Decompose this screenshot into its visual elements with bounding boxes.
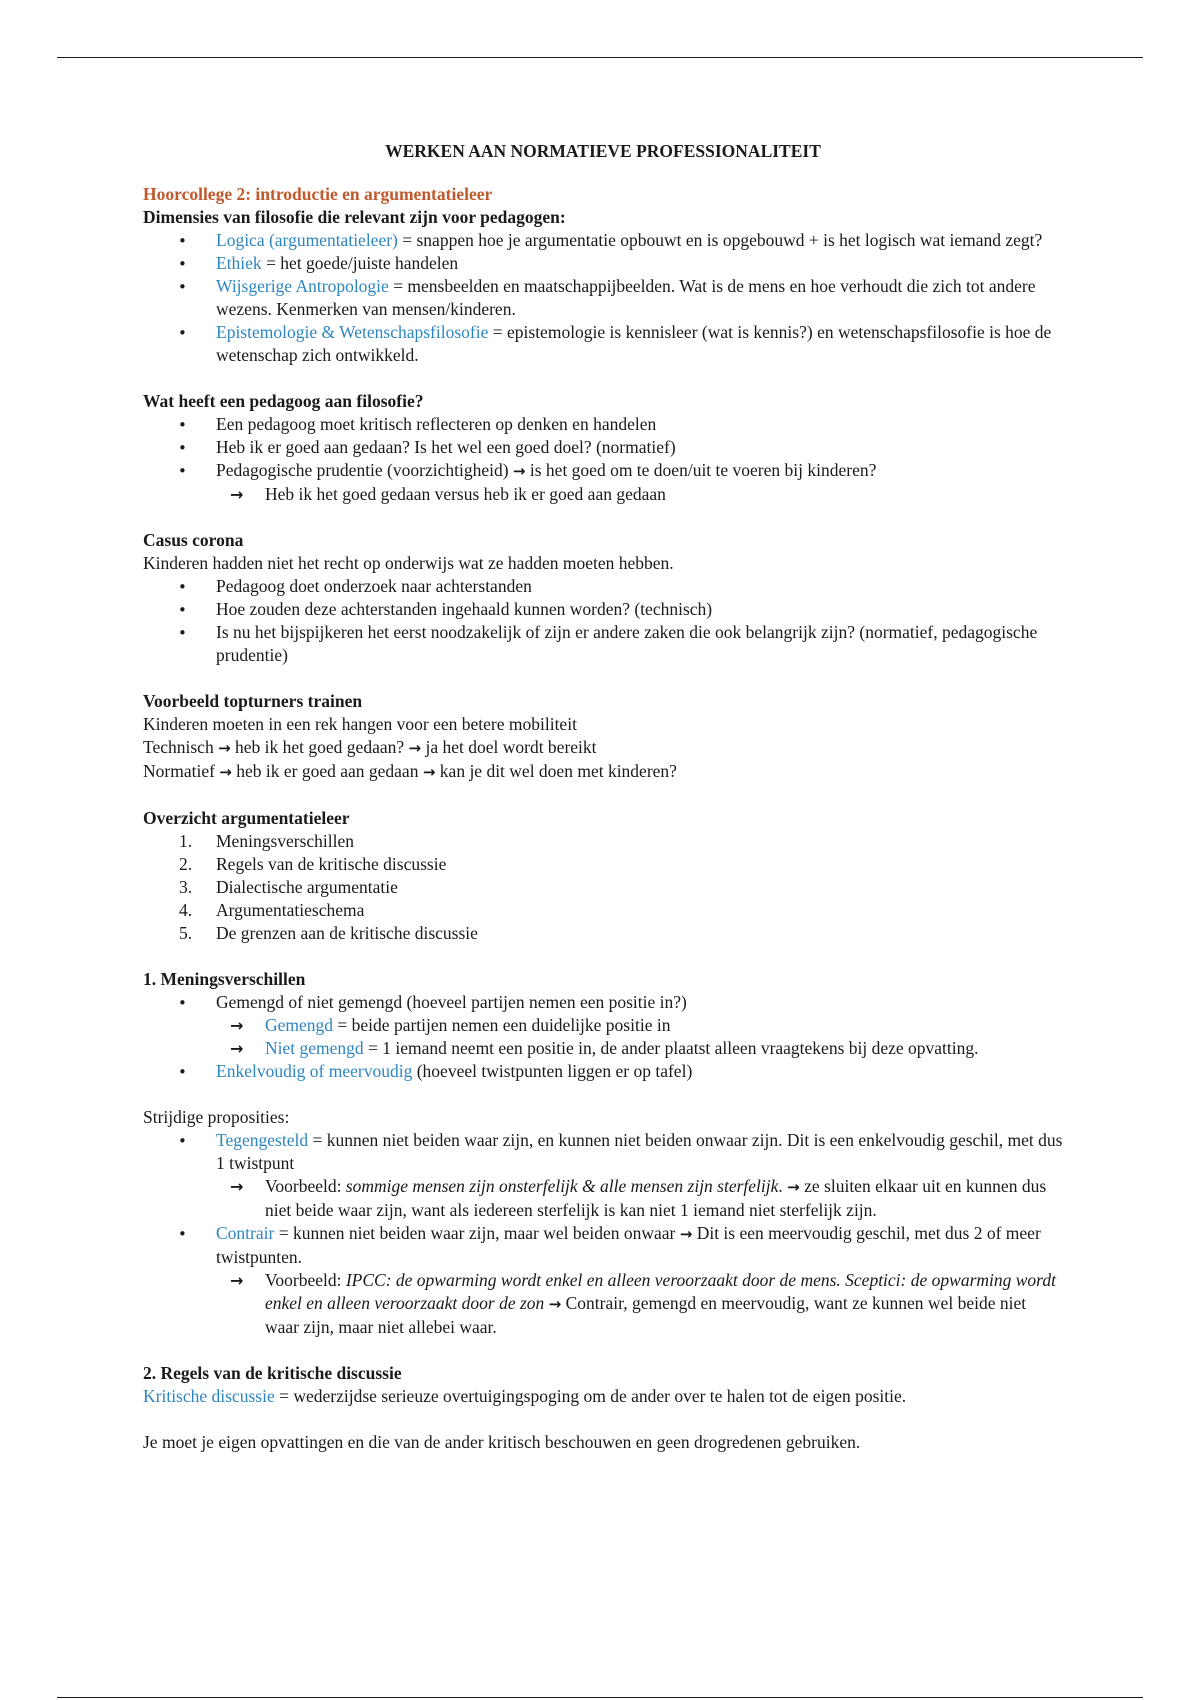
item-text: Pedagoog doet onderzoek naar achterstanden <box>216 576 532 596</box>
list-item <box>143 436 1063 459</box>
proposities-heading: Strijdige proposities: <box>143 1107 290 1127</box>
item-text: De grenzen aan de kritische discussie <box>216 923 478 943</box>
regels-paragraph: Je moet je eigen opvattingen en die van de ander kritisch beschouwen en geen drogredenen gebruiken. <box>143 1432 861 1452</box>
list-item <box>143 1060 1063 1083</box>
arrow-bullet-icon: → <box>230 1039 244 1058</box>
line-text: Normatief <box>143 761 220 781</box>
term: Niet gemengd <box>265 1038 364 1058</box>
definition: = wederzijdse serieuze overtuigingspoging om de ander over te halen tot de eigen positie. <box>274 1386 907 1406</box>
arrow-bullet-icon: → <box>230 485 244 504</box>
item-text: Meningsverschillen <box>216 831 355 851</box>
item-text: Een pedagoog moet kritisch reflecteren op denken en handelen <box>216 414 657 434</box>
bullet-icon <box>178 436 187 460</box>
line-text: ja het doel wordt bereikt <box>421 737 597 757</box>
regels-definition <box>143 1385 1063 1408</box>
example-text: sommige mensen zijn onsterfelijk & alle mensen zijn sterfelijk <box>345 1176 779 1196</box>
arrow-bullet-icon: → <box>230 1271 244 1290</box>
dimensions-list <box>143 229 1063 367</box>
item-number: 4. <box>179 900 193 920</box>
document-body <box>143 140 1063 1454</box>
sub-item <box>143 1014 1063 1037</box>
item-number: 1. <box>179 831 193 851</box>
item-text: Heb ik er goed aan gedaan? Is het wel een goed doel? (normatief) <box>216 437 676 457</box>
overzicht-heading: Overzicht argumentatieleer <box>143 808 350 828</box>
arrow-icon: → <box>548 1295 562 1313</box>
item-number: 3. <box>179 877 193 897</box>
definition: = kunnen niet beiden waar zijn, maar wel beiden onwaar <box>274 1223 680 1243</box>
sub-item <box>143 483 1063 506</box>
list-item <box>143 598 1063 621</box>
pedagoog-list <box>143 413 1063 506</box>
pedagoog-heading: Wat heeft een pedagoog aan filosofie? <box>143 391 424 411</box>
arrow-icon: → <box>679 1225 693 1243</box>
arrow-bullet-icon: → <box>230 1016 244 1035</box>
regels-heading: 2. Regels van de kritische discussie <box>143 1363 402 1383</box>
corona-intro: Kinderen hadden niet het recht op onderwijs wat ze hadden moeten hebben. <box>143 553 674 573</box>
bullet-icon <box>178 575 187 599</box>
arrow-icon: → <box>218 739 231 757</box>
bullet-icon <box>178 229 187 253</box>
item-text: Is nu het bijspijkeren het eerst noodzakelijk of zijn er andere zaken die ook belangrijk zijn? (normatief, pedagogische prudentie) <box>216 622 1038 665</box>
term: Kritische discussie <box>143 1386 275 1406</box>
line-text: kan je dit wel doen met kinderen? <box>435 761 677 781</box>
list-item <box>143 922 1063 945</box>
definition: = kunnen niet beiden waar zijn, en kunnen niet beiden onwaar zijn. Dit is een enkelvoudig geschil, met dus 1 twistpunt <box>216 1130 1063 1173</box>
bullet-icon <box>178 1129 187 1153</box>
term: Ethiek <box>216 253 262 273</box>
list-item <box>143 1222 1063 1269</box>
item-text: Regels van de kritische discussie <box>216 854 447 874</box>
topturners-line: Kinderen moeten in een rek hangen voor een betere mobiliteit <box>143 714 577 734</box>
sub-item <box>143 1175 1063 1222</box>
proposities-list <box>143 1129 1063 1339</box>
item-number: 5. <box>179 923 193 943</box>
list-item <box>143 252 1063 275</box>
item-text: Argumentatieschema <box>216 900 365 920</box>
line-text: heb ik het goed gedaan? <box>230 737 409 757</box>
definition: = 1 iemand neemt een positie in, de ander plaatst alleen vraagtekens bij deze opvatting. <box>363 1038 979 1058</box>
bullet-icon <box>178 598 187 622</box>
definition: = beide partijen nemen een duidelijke positie in <box>333 1015 671 1035</box>
term: Wijsgerige Antropologie <box>216 276 389 296</box>
term: Gemengd <box>265 1015 334 1035</box>
topturners-line <box>143 760 1063 784</box>
definition: = snappen hoe je argumentatie opbouwt en is opgebouwd + is het logisch wat iemand zegt? <box>397 230 1043 250</box>
bullet-icon <box>178 413 187 437</box>
example-text: . <box>778 1176 788 1196</box>
document-title: WERKEN AAN NORMATIEVE PROFESSIONALITEIT <box>385 141 821 161</box>
definition: = het goede/juiste handelen <box>261 253 459 273</box>
example-text: IPCC: de opwarming wordt enkel en alleen veroorzaakt door de mens. Sceptici: de opwarming wordt enkel en alleen veroorzaakt door de zon <box>265 1270 1056 1313</box>
list-item <box>143 899 1063 922</box>
list-item <box>143 621 1063 667</box>
bullet-icon <box>178 1060 187 1084</box>
list-item <box>143 1129 1063 1175</box>
footer-rule <box>57 1697 1143 1698</box>
line-text: Technisch <box>143 737 219 757</box>
term: Contrair <box>216 1223 275 1243</box>
item-text: Hoe zouden deze achterstanden ingehaald kunnen worden? (technisch) <box>216 599 713 619</box>
arrow-icon: → <box>422 763 436 781</box>
term: Epistemologie & Wetenschapsfilosofie <box>216 322 489 342</box>
example-label: Voorbeeld: <box>265 1270 346 1290</box>
item-text: Heb ik het goed gedaan versus heb ik er goed aan gedaan <box>265 484 666 504</box>
sub-item <box>143 1269 1063 1339</box>
item-text: Gemengd of niet gemengd (hoeveel partijen nemen een positie in?) <box>216 992 687 1012</box>
topturners-heading: Voorbeeld topturners trainen <box>143 691 363 711</box>
line-text: heb ik er goed aan gedaan <box>231 761 423 781</box>
term: Enkelvoudig of meervoudig <box>216 1061 413 1081</box>
term: Logica (argumentatieleer) <box>216 230 398 250</box>
corona-list <box>143 575 1063 667</box>
arrow-icon: → <box>219 763 232 781</box>
list-item <box>143 575 1063 598</box>
list-item <box>143 413 1063 436</box>
arrow-icon: → <box>408 739 422 757</box>
bullet-icon <box>178 459 187 483</box>
list-item <box>143 275 1063 321</box>
bullet-icon <box>178 252 187 276</box>
list-item <box>143 853 1063 876</box>
bullet-icon <box>178 991 187 1015</box>
meningsverschillen-heading: 1. Meningsverschillen <box>143 969 306 989</box>
bullet-icon <box>178 621 187 645</box>
arrow-bullet-icon: → <box>230 1177 244 1196</box>
list-item <box>143 459 1063 483</box>
header-rule <box>57 57 1143 58</box>
definition: = epistemologie is kennisleer (wat is kennis?) en wetenschapsfilosofie is hoe de wetenschap zich ontwikkeld. <box>216 322 1052 365</box>
arrow-icon: → <box>787 1178 800 1196</box>
definition: (hoeveel twistpunten liggen er op tafel) <box>412 1061 693 1081</box>
example-text: Contrair, gemengd en meervoudig, want ze kunnen wel beide niet waar zijn, maar niet allebei waar. <box>265 1293 1027 1337</box>
corona-heading: Casus corona <box>143 530 244 550</box>
sub-item <box>143 1037 1063 1060</box>
term: Tegengesteld <box>216 1130 309 1150</box>
example-label: Voorbeeld: <box>265 1176 346 1196</box>
bullet-icon <box>178 1222 187 1246</box>
list-item <box>143 991 1063 1014</box>
list-item <box>143 830 1063 853</box>
definition: Dit is een meervoudig geschil, met dus 2 of meer twistpunten. <box>216 1223 1041 1267</box>
item-number: 2. <box>179 854 193 874</box>
dimensions-heading: Dimensies van filosofie die relevant zijn voor pedagogen: <box>143 207 566 227</box>
bullet-icon <box>178 275 187 299</box>
list-item <box>143 321 1063 367</box>
item-text: Dialectische argumentatie <box>216 877 398 897</box>
item-text: Pedagogische prudentie (voorzichtigheid) <box>216 460 513 480</box>
bullet-icon <box>178 321 187 345</box>
lecture-heading: Hoorcollege 2: introductie en argumentatieleer <box>143 184 493 204</box>
overzicht-list <box>143 830 1063 945</box>
example-text: ze sluiten elkaar uit en kunnen dus niet beide waar zijn, want als iedereen sterfelijk is kan niet 1 iemand niet sterfelijk zijn. <box>265 1176 1047 1220</box>
list-item <box>143 876 1063 899</box>
list-item <box>143 229 1063 252</box>
arrow-icon: → <box>512 462 526 480</box>
meningsverschillen-list <box>143 991 1063 1083</box>
definition: = mensbeelden en maatschappijbeelden. Wat is de mens en hoe verhoudt die zich tot andere wezens. Kenmerken van mensen/kinderen. <box>216 276 1036 319</box>
topturners-line <box>143 736 1063 760</box>
item-text: is het goed om te doen/uit te voeren bij kinderen? <box>525 460 877 480</box>
